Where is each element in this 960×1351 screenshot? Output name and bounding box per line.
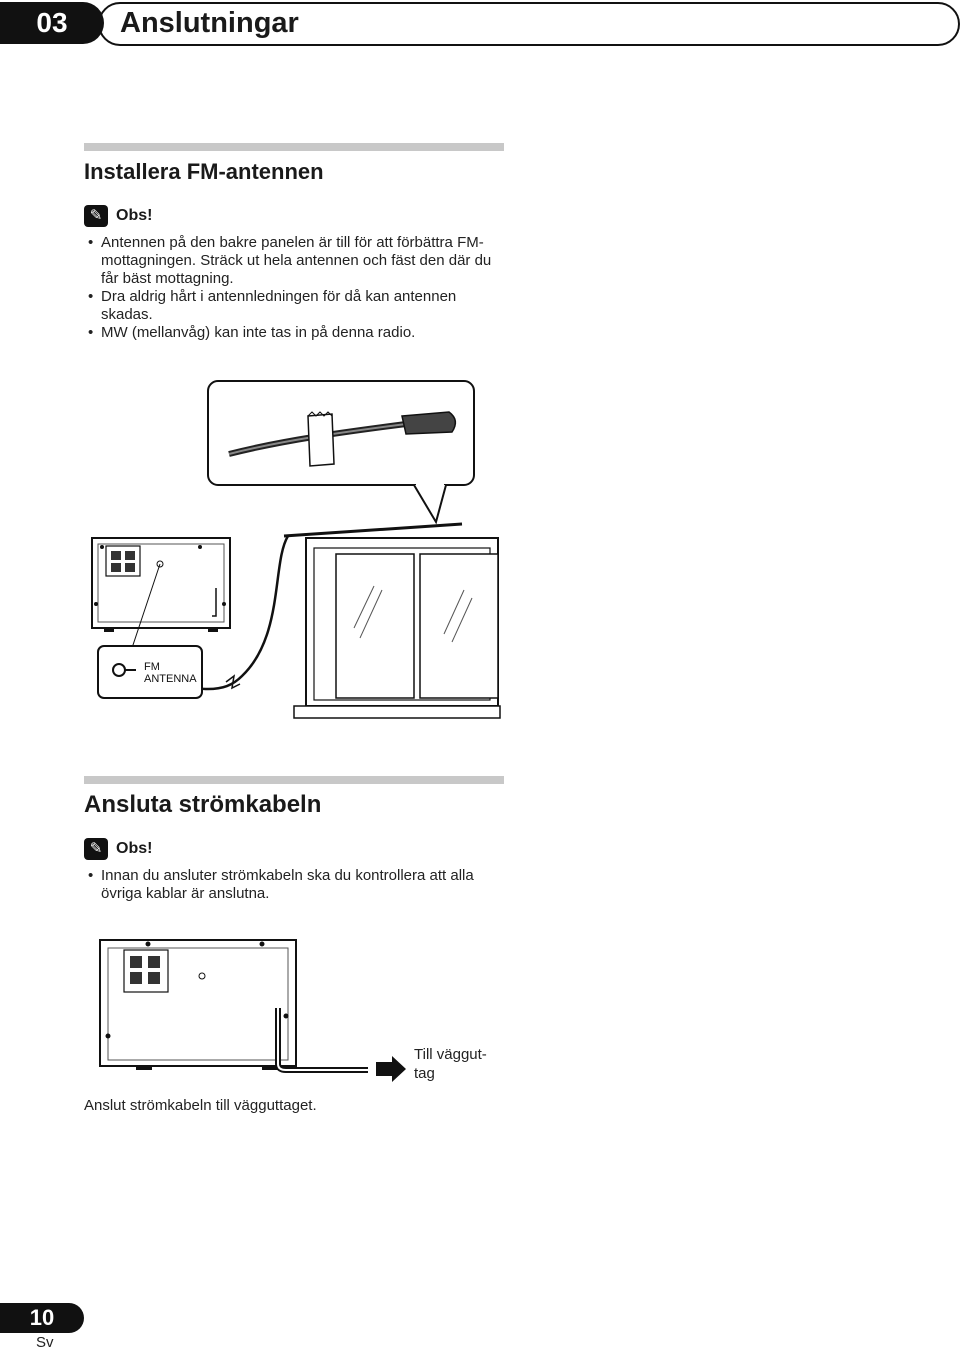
page-language: Sv — [36, 1334, 54, 1351]
fm-antenna-illustration — [84, 376, 504, 736]
callout-pointer — [414, 485, 446, 522]
pencil-note-icon: ✎ — [84, 205, 108, 227]
window-pane-left — [336, 554, 414, 698]
section-divider-power — [84, 776, 504, 784]
list-item: • Innan du ansluter strömkabeln ska du kontrollera att alla övriga kablar är anslutna. — [88, 867, 508, 903]
pencil-note-icon: ✎ — [84, 838, 108, 860]
list-item: • Antennen på den bakre panelen är till för att förbättra FM-mottagningen. Sträck ut hela antennen och fäst den där du får bäst mottagning. — [88, 234, 508, 288]
figure-caption: Anslut strömkabeln till vägguttaget. — [84, 1097, 317, 1114]
note-label-fm: Obs! — [116, 207, 153, 224]
window-sill — [294, 706, 500, 718]
note-label-power: Obs! — [116, 840, 153, 857]
antenna-tip — [402, 412, 455, 434]
note-list-power — [88, 867, 508, 903]
section-divider-fm — [84, 143, 504, 151]
chapter-title: Anslutningar — [120, 7, 299, 39]
arrow-right-icon — [376, 1056, 406, 1082]
tape-strip — [308, 414, 334, 466]
antenna-label: ANTENNA — [144, 673, 197, 685]
fm-label: FM — [144, 661, 160, 673]
outlet-label-line2: tag — [414, 1065, 435, 1082]
fm-antenna-jack — [199, 973, 205, 979]
antenna-wire-window — [284, 524, 462, 536]
note-list-fm — [88, 234, 508, 342]
section-heading-fm: Installera FM-antennen — [84, 159, 324, 184]
section-heading-power: Ansluta strömkabeln — [84, 791, 322, 818]
page-number: 10 — [0, 1303, 84, 1333]
list-item: • MW (mellanvåg) kan inte tas in på denna radio. — [88, 324, 508, 342]
chapter-number-tab: 03 — [0, 2, 104, 44]
outlet-label-line1: Till väggut- — [414, 1046, 487, 1063]
list-item: • Dra aldrig hårt i antennledningen för då kan antennen skadas. — [88, 288, 508, 324]
